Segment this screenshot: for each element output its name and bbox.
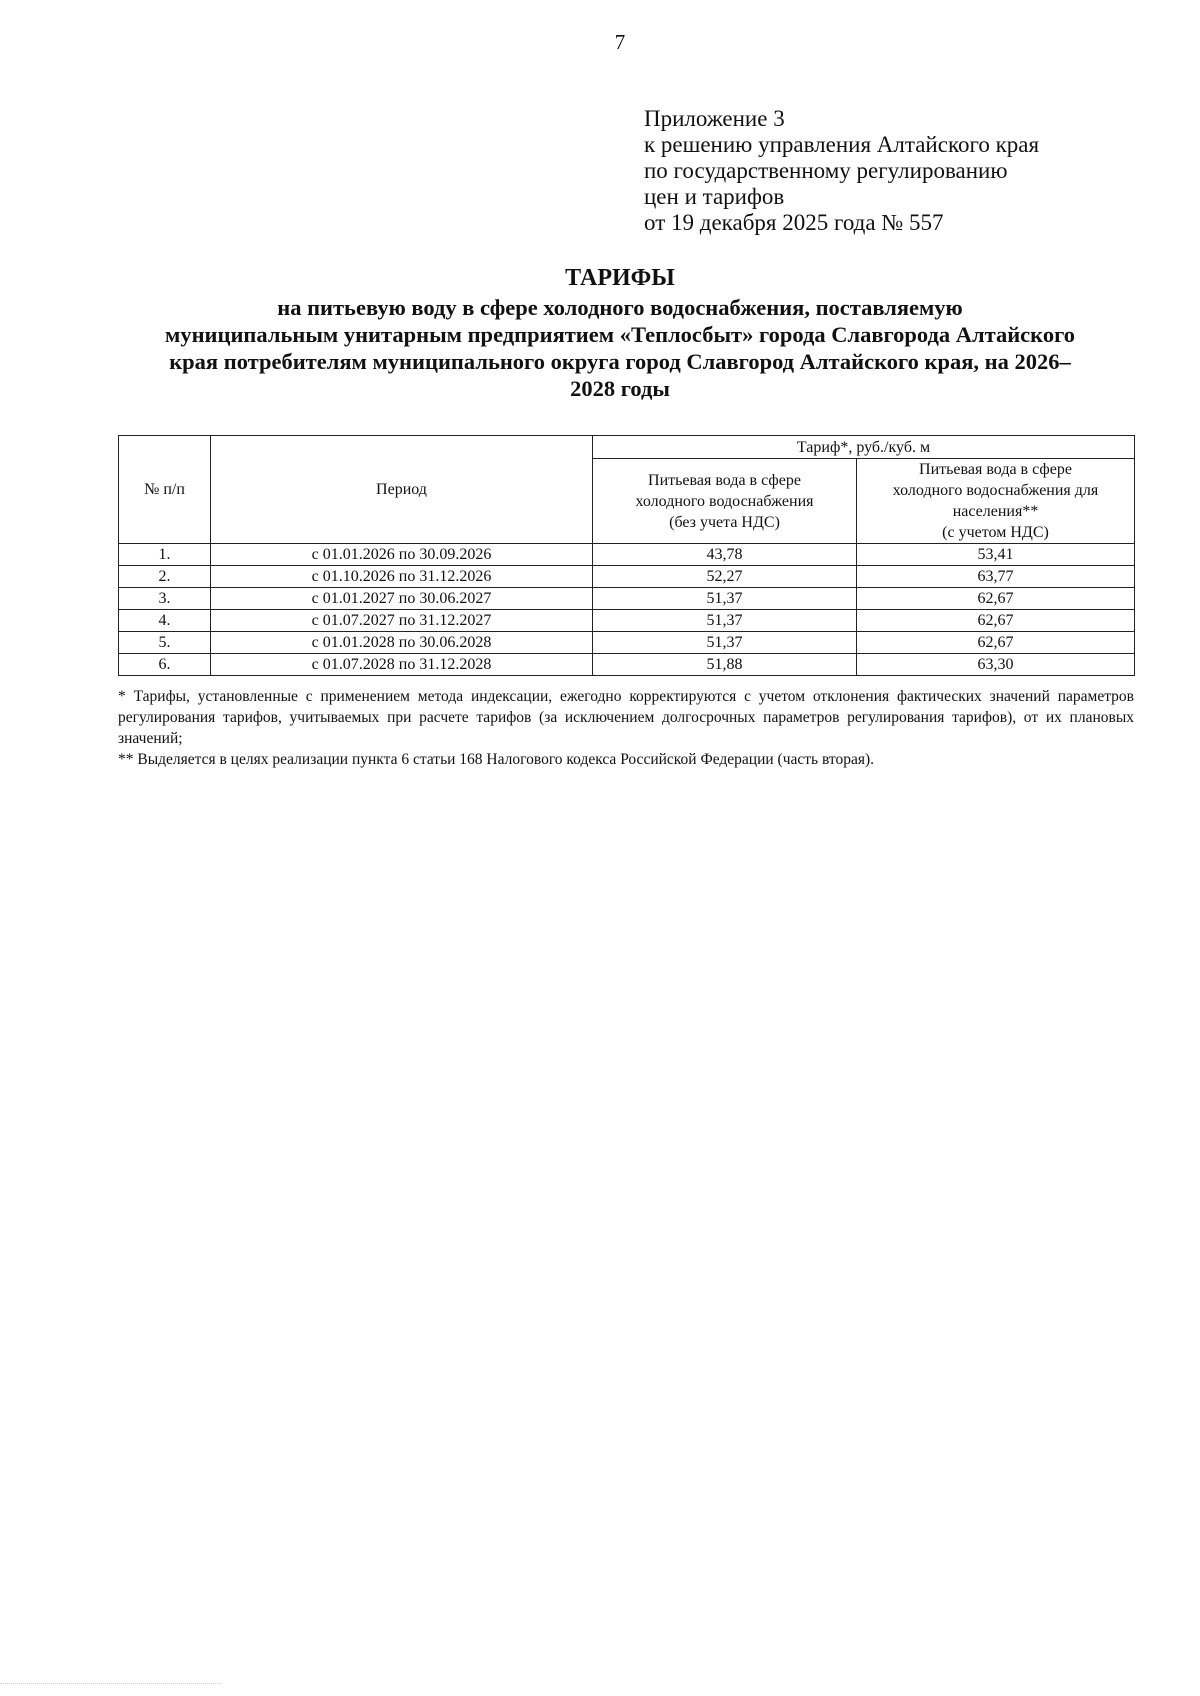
footnotes <box>118 686 1134 770</box>
appendix-line: к решению управления Алтайского края <box>644 132 1040 157</box>
row-tariff-with-vat: 62,67 <box>857 588 1135 610</box>
row-tariff-with-vat: 63,77 <box>857 566 1135 588</box>
appendix-line: от 19 декабря 2025 года № 557 <box>644 210 944 235</box>
row-period: с 01.01.2028 по 30.06.2028 <box>211 632 593 654</box>
scan-artifact <box>0 1680 220 1684</box>
header-with-vat-line: Питьевая вода в сфере <box>919 461 1072 478</box>
table-row <box>119 610 1135 632</box>
header-with-vat-line: холодного водоснабжения для <box>892 482 1099 499</box>
header-tariff-group: Тариф*, руб./куб. м <box>593 436 1135 459</box>
row-period: с 01.07.2028 по 31.12.2028 <box>211 654 593 676</box>
title-main: ТАРИФЫ <box>565 265 675 291</box>
row-tariff-no-vat: 43,78 <box>593 544 857 566</box>
header-period: Период <box>211 436 593 544</box>
row-number: 3. <box>119 588 211 610</box>
row-tariff-no-vat: 51,37 <box>593 588 857 610</box>
tariff-table <box>118 435 1135 676</box>
subtitle-line: 2028 годы <box>570 376 670 401</box>
header-number: № п/п <box>119 436 211 544</box>
row-tariff-with-vat: 62,67 <box>857 632 1135 654</box>
table-row <box>119 588 1135 610</box>
appendix-line: цен и тарифов <box>644 184 785 209</box>
row-number: 2. <box>119 566 211 588</box>
row-number: 6. <box>119 654 211 676</box>
row-tariff-no-vat: 51,37 <box>593 610 857 632</box>
row-number: 1. <box>119 544 211 566</box>
table-row <box>119 654 1135 676</box>
header-no-vat <box>593 459 857 544</box>
row-number: 4. <box>119 610 211 632</box>
row-number: 5. <box>119 632 211 654</box>
header-with-vat-line: (с учетом НДС) <box>942 524 1049 541</box>
row-period: с 01.10.2026 по 31.12.2026 <box>211 566 593 588</box>
table-row <box>119 632 1135 654</box>
footnote-indexation: * Тарифы, установленные с применением метода индексации, ежегодно корректируются с учетом отклонения фактических значений параметров регулирования тарифов, учитываемых при расчете тарифов (за исключением долгосрочных параметров регулирования тарифов), от их плановых значений; <box>118 688 1134 747</box>
appendix-reference <box>644 106 1164 236</box>
row-period: с 01.01.2027 по 30.06.2027 <box>211 588 593 610</box>
row-period: с 01.01.2026 по 30.09.2026 <box>211 544 593 566</box>
header-no-vat-line: (без учета НДС) <box>669 513 780 531</box>
subtitle-line: на питьевую воду в сфере холодного водоснабжения, поставляемую <box>277 295 963 320</box>
subtitle-line: муниципальным унитарным предприятием «Теплосбыт» города Славгорода Алтайского <box>165 322 1075 347</box>
appendix-line: Приложение 3 <box>644 106 785 131</box>
appendix-line: по государственному регулированию <box>644 158 1008 183</box>
page-number: 7 <box>614 30 626 54</box>
footnote-vat: ** Выделяется в целях реализации пункта 6 статьи 168 Налогового кодекса Российской Федерации (часть вторая). <box>118 751 875 768</box>
row-tariff-with-vat: 53,41 <box>857 544 1135 566</box>
table-row <box>119 544 1135 566</box>
header-no-vat-line: холодного водоснабжения <box>635 492 814 510</box>
row-tariff-with-vat: 62,67 <box>857 610 1135 632</box>
header-no-vat-line: Питьевая вода в сфере <box>648 471 801 489</box>
title-subtitle <box>100 294 1140 402</box>
row-tariff-no-vat: 51,37 <box>593 632 857 654</box>
row-tariff-no-vat: 52,27 <box>593 566 857 588</box>
row-tariff-with-vat: 63,30 <box>857 654 1135 676</box>
subtitle-line: края потребителям муниципального округа город Славгород Алтайского края, на 2026– <box>169 349 1071 374</box>
table-row <box>119 566 1135 588</box>
header-with-vat <box>857 459 1135 544</box>
document-title <box>100 263 1140 402</box>
row-tariff-no-vat: 51,88 <box>593 654 857 676</box>
row-period: с 01.07.2027 по 31.12.2027 <box>211 610 593 632</box>
header-with-vat-line: населения** <box>952 503 1039 520</box>
